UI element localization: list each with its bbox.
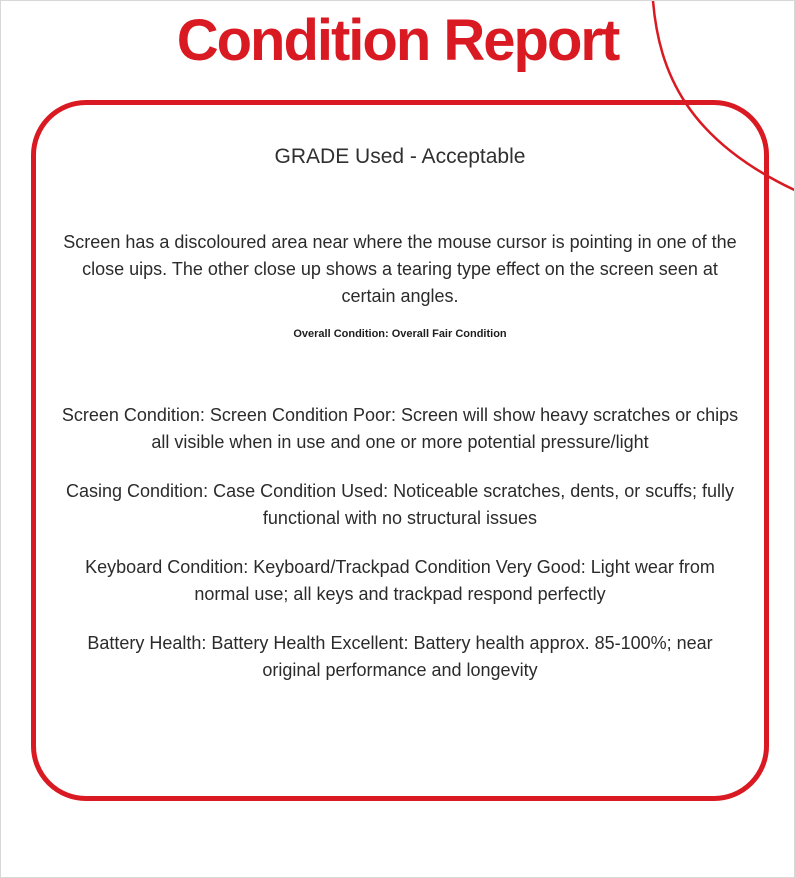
overall-condition-text: Overall Condition: Overall Fair Condition (293, 328, 507, 340)
screen-condition-text: Screen Condition: Screen Condition Poor: Screen will show heavy scratches or chips all visible when in use and one or more potential pressure/light (61, 405, 739, 452)
report-box (31, 100, 769, 801)
grade-heading: GRADE Used - Acceptable (274, 145, 526, 168)
keyboard-condition-text: Keyboard Condition: Keyboard/Trackpad Condition Very Good: Light wear from normal use; all keys and trackpad respond perfectly (85, 557, 715, 604)
description-text: Screen has a discoloured area near where the mouse cursor is pointing in one of the close uips. The other close up shows a tearing type effect on the screen seen at certain angles. (63, 232, 737, 306)
casing-condition-text: Casing Condition: Case Condition Used: Noticeable scratches, dents, or scuffs; fully functional with no structural issues (65, 481, 734, 528)
page-title: Condition Report (176, 8, 619, 73)
battery-health-text: Battery Health: Battery Health Excellent: Battery health approx. 85-100%; near original performance and longevity (87, 633, 713, 680)
